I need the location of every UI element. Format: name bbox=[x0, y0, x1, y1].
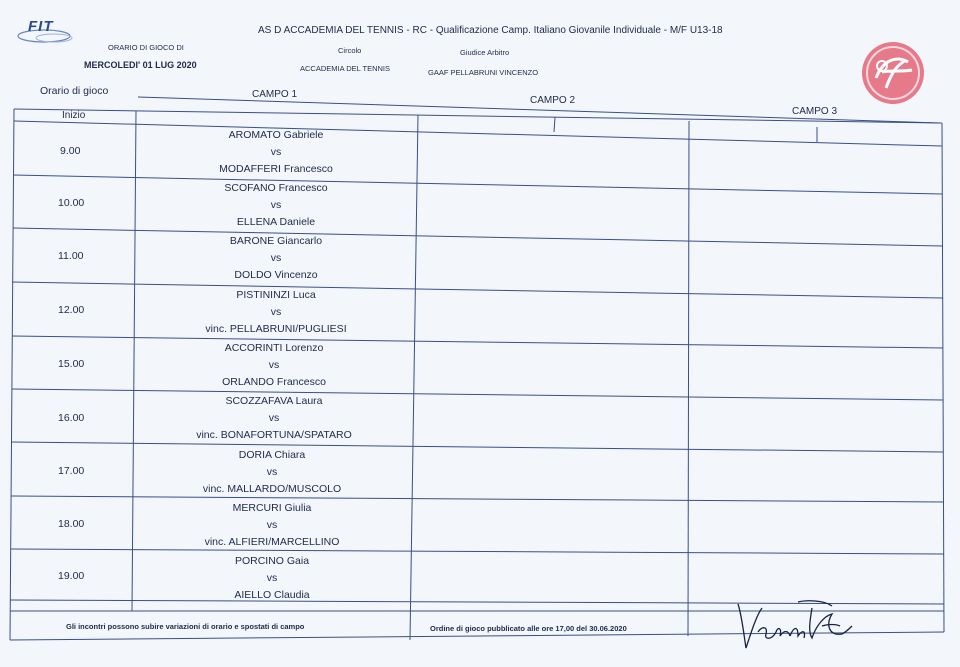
player-1: ACCORINTI Lorenzo bbox=[224, 342, 324, 354]
orario-di-gioco-di-label: ORARIO DI GIOCO DI bbox=[108, 43, 184, 52]
vs-label: vs bbox=[268, 359, 280, 371]
player-2: MODAFFERI Francesco bbox=[219, 163, 333, 175]
player-1: AROMATO Gabriele bbox=[228, 129, 324, 141]
vs-label: vs bbox=[266, 572, 278, 584]
player-2: DOLDO Vincenzo bbox=[234, 269, 318, 281]
player-2: ELLENA Daniele bbox=[236, 216, 316, 228]
court-1-header: CAMPO 1 bbox=[252, 89, 298, 100]
match-time: 11.00 bbox=[58, 250, 84, 262]
club-logo-stamp bbox=[862, 42, 924, 104]
tournament-title: AS D ACCADEMIA DEL TENNIS - RC - Qualificazione Camp. Italiano Giovanile Individuale - M/F U13-18 bbox=[258, 25, 723, 36]
player-1: PORCINO Gaia bbox=[234, 555, 310, 567]
giudice-label: Giudice Arbitro bbox=[460, 48, 510, 57]
player-2: vinc. PELLABRUNI/PUGLIESI bbox=[205, 323, 347, 335]
giudice-value: GAAF PELLABRUNI VINCENZO bbox=[428, 68, 539, 77]
footer-note: Gli incontri possono subire variazioni di orario e spostati di campo bbox=[66, 622, 305, 631]
match-time: 16.00 bbox=[58, 412, 85, 424]
player-2: ORLANDO Francesco bbox=[222, 376, 326, 388]
match-time: 15.00 bbox=[58, 358, 85, 370]
published-note: Ordine di gioco pubblicato alle ore 17,00 del 30.06.2020 bbox=[430, 624, 627, 633]
vs-label: vs bbox=[270, 252, 282, 264]
player-1: DORIA Chiara bbox=[238, 449, 306, 461]
circolo-label: Circolo bbox=[338, 46, 362, 55]
player-1: SCOZZAFAVA Laura bbox=[225, 395, 323, 407]
vs-label: vs bbox=[266, 466, 278, 478]
player-2: vinc. ALFIERI/MARCELLINO bbox=[204, 536, 340, 548]
match-time: 10.00 bbox=[58, 197, 85, 209]
court-2-header: CAMPO 2 bbox=[530, 95, 576, 106]
player-1: BARONE Giancarlo bbox=[229, 235, 323, 247]
match-time: 17.00 bbox=[58, 465, 85, 477]
player-2: vinc. MALLARDO/MUSCOLO bbox=[202, 483, 342, 495]
fit-logo-text: FIT bbox=[28, 18, 54, 35]
match-time: 9.00 bbox=[60, 145, 81, 157]
circolo-value: ACCADEMIA DEL TENNIS bbox=[300, 64, 391, 73]
schedule-date: MERCOLEDI' 01 LUG 2020 bbox=[84, 60, 197, 70]
referee-signature bbox=[728, 596, 858, 656]
court-3-header: CAMPO 3 bbox=[792, 106, 838, 117]
match-time: 19.00 bbox=[58, 570, 85, 582]
vs-label: vs bbox=[266, 519, 278, 531]
match-time: 18.00 bbox=[58, 518, 85, 530]
match-time: 12.00 bbox=[58, 304, 85, 316]
player-1: SCOFANO Francesco bbox=[224, 182, 328, 194]
vs-label: vs bbox=[268, 412, 280, 424]
player-2: AIELLO Claudia bbox=[234, 589, 310, 601]
orario-di-gioco-label: Orario di gioco bbox=[40, 85, 109, 97]
vs-label: vs bbox=[270, 306, 282, 318]
player-1: PISTININZI Luca bbox=[236, 289, 316, 301]
player-1: MERCURI Giulia bbox=[232, 502, 312, 514]
vs-label: vs bbox=[270, 146, 282, 158]
vs-label: vs bbox=[270, 199, 282, 211]
inizio-header: Inizio bbox=[62, 110, 86, 121]
player-2: vinc. BONAFORTUNA/SPATARO bbox=[196, 429, 352, 441]
